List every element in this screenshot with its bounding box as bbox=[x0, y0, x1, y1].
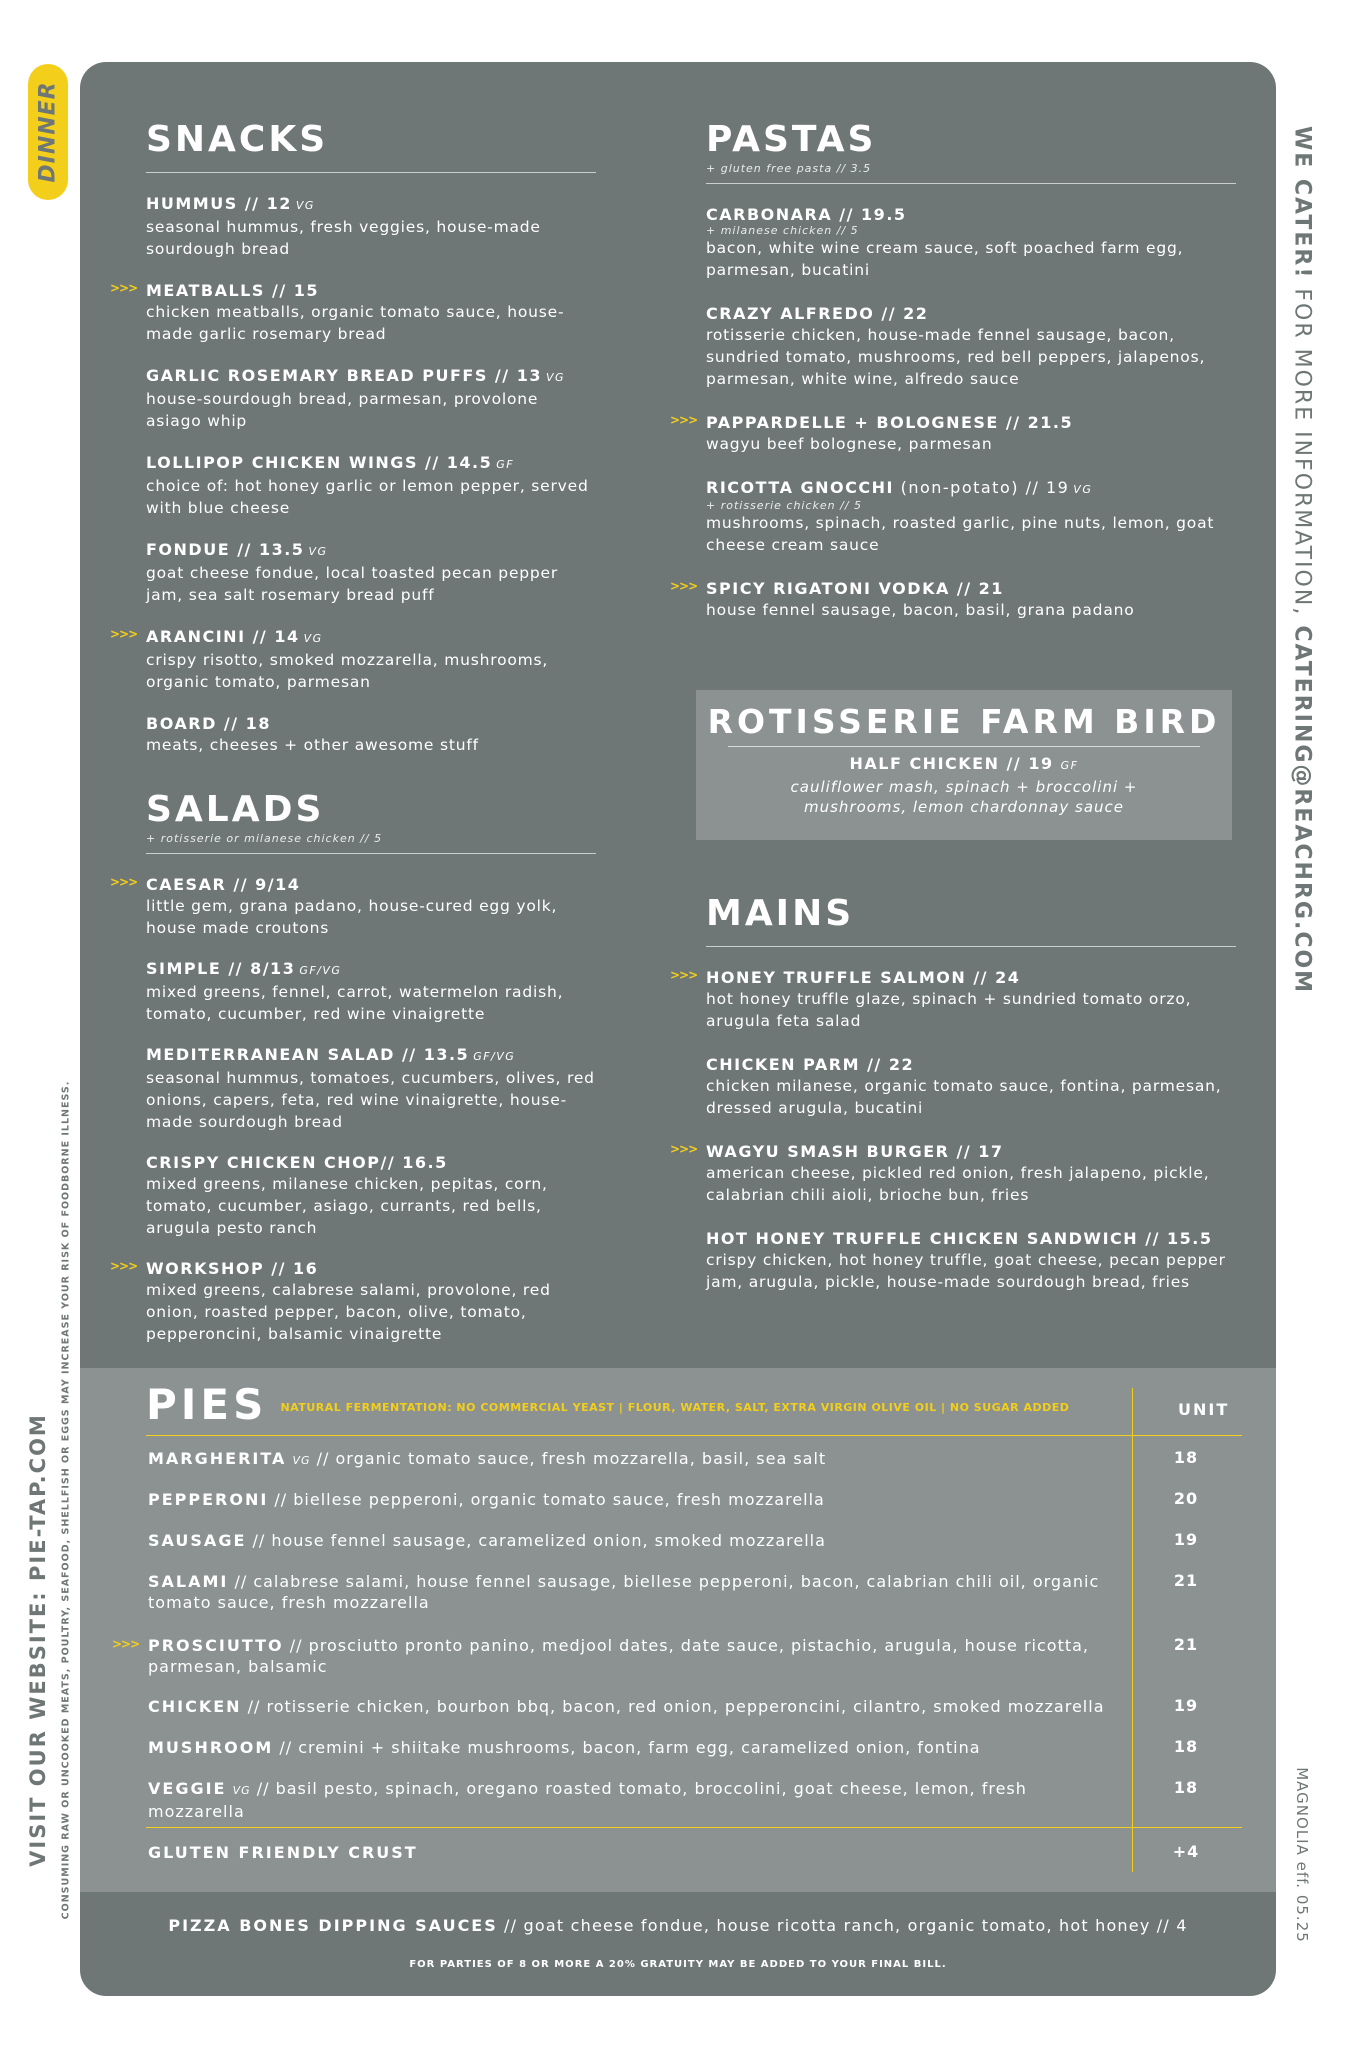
pie-description: basil pesto, spinach, oregano roasted tomato, broccolini, goat cheese, lemon, fresh mozzarella bbox=[148, 1779, 1027, 1821]
item-title bbox=[146, 626, 596, 649]
mains-item bbox=[706, 1228, 1236, 1293]
snacks-rule bbox=[146, 172, 596, 173]
item-title bbox=[706, 1141, 1236, 1162]
item-description: house-sourdough bread, parmesan, provolone asiago whip bbox=[146, 390, 539, 430]
featured-marker: >>> bbox=[112, 1637, 140, 1651]
item-title bbox=[146, 365, 596, 388]
item-title bbox=[706, 1228, 1236, 1249]
catering-info bbox=[1290, 126, 1315, 994]
salads-title: SALADS bbox=[146, 789, 325, 830]
item-name: PAPPARDELLE + BOLOGNESE // 21.5 bbox=[706, 413, 1074, 432]
item-description: crispy risotto, smoked mozzarella, mushrooms, organic tomato, parmesan bbox=[146, 651, 549, 691]
snacks-item bbox=[146, 539, 596, 606]
pie-row: SALAMI // calabrese salami, house fennel sausage, biellese pepperoni, bacon, calabrian chili oil, organic tomato sauce, fresh mozzarella bbox=[148, 1572, 1100, 1612]
item-description: choice of: hot honey garlic or lemon pepper, served with blue cheese bbox=[146, 477, 589, 517]
pastas-note: + gluten free pasta // 3.5 bbox=[706, 162, 872, 175]
diet-tag: VG bbox=[232, 1784, 251, 1797]
snacks-item bbox=[110, 280, 596, 345]
salads-item bbox=[146, 1152, 596, 1239]
pie-row: SAUSAGE // house fennel sausage, caramelized onion, smoked mozzarella bbox=[148, 1531, 826, 1550]
item-description: crispy chicken, hot honey truffle, goat cheese, pecan pepper jam, arugula, pickle, house-made sourdough bread, fries bbox=[706, 1251, 1226, 1291]
item-addon: + rotisserie chicken // 5 bbox=[706, 499, 863, 512]
item-name: SPICY RIGATONI VODKA // 21 bbox=[706, 579, 1004, 598]
item-description: mushrooms, spinach, roasted garlic, pine nuts, lemon, goat cheese cream sauce bbox=[706, 514, 1215, 554]
item-name: LOLLIPOP CHICKEN WINGS // 14.5 bbox=[146, 453, 493, 472]
unit-label: UNIT bbox=[1178, 1400, 1230, 1419]
mains-item bbox=[706, 1054, 1236, 1119]
pie-description: cremini + shiitake mushrooms, bacon, farm egg, caramelized onion, fontina bbox=[298, 1738, 981, 1757]
pastas-item bbox=[670, 412, 1236, 455]
gratuity-note: FOR PARTIES OF 8 OR MORE A 20% GRATUITY MAY BE ADDED TO YOUR FINAL BILL. bbox=[409, 1959, 947, 1970]
item-description: wagyu beef bolognese, parmesan bbox=[706, 435, 993, 453]
item-title bbox=[706, 204, 1236, 225]
item-description: rotisserie chicken, house-made fennel sausage, bacon, sundried tomato, mushrooms, red bell peppers, jalapenos, parmesan, white wine, alfredo sauce bbox=[706, 326, 1206, 388]
item-name: HONEY TRUFFLE SALMON // 24 bbox=[706, 968, 1021, 987]
pastas-title: PASTAS bbox=[706, 119, 877, 160]
dinner-label: DINNER bbox=[35, 81, 61, 183]
mains-title: MAINS bbox=[706, 893, 855, 934]
location-effective-date: MAGNOLIA eff. 05.25 bbox=[1293, 1767, 1311, 1943]
pie-row: CHICKEN // rotisserie chicken, bourbon bbq, bacon, red onion, pepperoncini, cilantro, smoked mozzarella bbox=[148, 1697, 1105, 1716]
pies-header bbox=[146, 1382, 1069, 1428]
diet-tag: VG bbox=[1073, 483, 1093, 496]
item-description: little gem, grana padano, house-cured egg yolk, house made croutons bbox=[146, 897, 558, 937]
item-title bbox=[146, 452, 596, 475]
item-description: seasonal hummus, tomatoes, cucumbers, olives, red onions, capers, feta, red wine vinaigrette, house-made sourdough bread bbox=[146, 1069, 595, 1131]
dipping-sauces-name: PIZZA BONES DIPPING SAUCES bbox=[168, 1916, 498, 1935]
pie-row: MUSHROOM // cremini + shiitake mushrooms, bacon, farm egg, caramelized onion, fontina bbox=[148, 1738, 981, 1757]
salads-item bbox=[110, 874, 596, 939]
item-title bbox=[146, 1152, 596, 1173]
item-name: CRAZY ALFREDO // 22 bbox=[706, 304, 929, 323]
catering-headline: WE CATER! bbox=[1289, 125, 1315, 280]
food-warning: CONSUMING RAW OR UNCOOKED MEATS, POULTRY, SEAFOOD, SHELLFISH OR EGGS MAY INCREASE YOUR RISK OF FOODBORNE ILLNESS. bbox=[60, 1080, 72, 1920]
salads-item bbox=[146, 1044, 596, 1133]
item-name: CARBONARA // 19.5 bbox=[706, 205, 907, 224]
pie-name: CHICKEN bbox=[148, 1697, 242, 1716]
item-note: (non-potato) // 19 bbox=[893, 478, 1070, 497]
pie-description: house fennel sausage, caramelized onion, smoked mozzarella bbox=[271, 1531, 826, 1550]
pie-name: SAUSAGE bbox=[148, 1531, 247, 1550]
item-description: seasonal hummus, fresh veggies, house-made sourdough bread bbox=[146, 218, 541, 258]
pastas-item bbox=[706, 204, 1236, 281]
pie-description: rotisserie chicken, bourbon bbq, bacon, red onion, pepperoncini, cilantro, smoked mozzarella bbox=[266, 1697, 1105, 1716]
pie-row: VEGGIE VG // basil pesto, spinach, oregano roasted tomato, broccolini, goat cheese, lemon, fresh mozzarella bbox=[148, 1779, 1027, 1821]
mains-section bbox=[670, 893, 1236, 1315]
item-name: GARLIC ROSEMARY BREAD PUFFS // 13 bbox=[146, 366, 542, 385]
diet-tag: VG bbox=[308, 545, 328, 558]
pie-price: 20 bbox=[1173, 1489, 1199, 1508]
item-title bbox=[146, 713, 596, 734]
rotisserie-item-tag: GF bbox=[1060, 759, 1079, 772]
pie-name: PEPPERONI bbox=[148, 1490, 269, 1509]
pie-price: 19 bbox=[1173, 1696, 1199, 1715]
featured-marker: >>> bbox=[110, 627, 138, 641]
snacks-title: SNACKS bbox=[146, 119, 329, 160]
diet-tag: VG bbox=[545, 371, 566, 384]
item-name: BOARD // 18 bbox=[146, 714, 271, 733]
snacks-item bbox=[146, 452, 596, 519]
item-title bbox=[146, 1258, 596, 1279]
snacks-item bbox=[146, 193, 596, 260]
pie-name: PROSCIUTTO bbox=[148, 1636, 284, 1655]
pies-divider-top bbox=[146, 1435, 1242, 1436]
pastas-rule bbox=[706, 183, 1236, 184]
pie-name: MARGHERITA bbox=[148, 1449, 287, 1468]
item-name: HOT HONEY TRUFFLE CHICKEN SANDWICH // 15.5 bbox=[706, 1229, 1213, 1248]
pie-price: 18 bbox=[1173, 1448, 1199, 1467]
item-name: WORKSHOP // 16 bbox=[146, 1259, 319, 1278]
featured-marker: >>> bbox=[670, 413, 698, 427]
featured-marker: >>> bbox=[110, 281, 138, 295]
mains-list bbox=[670, 967, 1236, 1293]
rotisserie-item bbox=[696, 753, 1232, 777]
item-name: CAESAR // 9/14 bbox=[146, 875, 301, 894]
snacks-item bbox=[110, 626, 596, 693]
item-description: goat cheese fondue, local toasted pecan pepper jam, sea salt rosemary bread puff bbox=[146, 564, 559, 604]
snacks-item bbox=[146, 365, 596, 432]
pies-title: PIES bbox=[146, 1380, 268, 1429]
menu-card bbox=[80, 62, 1276, 1996]
left-column bbox=[110, 119, 596, 1364]
pies-section bbox=[80, 1368, 1276, 1892]
footer bbox=[80, 1892, 1276, 1996]
featured-marker: >>> bbox=[670, 579, 698, 593]
item-title bbox=[706, 1054, 1236, 1075]
dinner-tab bbox=[28, 64, 68, 200]
mains-rule bbox=[706, 946, 1236, 947]
pie-row: PROSCIUTTO // prosciutto pronto panino, medjool dates, date sauce, pistachio, arugula, house ricotta, parmesan, balsamic bbox=[148, 1636, 1089, 1676]
dipping-sauces-desc: // goat cheese fondue, house ricotta ranch, organic tomato, hot honey // 4 bbox=[497, 1916, 1188, 1935]
pie-name: MUSHROOM bbox=[148, 1738, 274, 1757]
item-description: american cheese, pickled red onion, fresh jalapeno, pickle, calabrian chili aioli, brioche bun, fries bbox=[706, 1164, 1210, 1204]
rotisserie-desc: cauliflower mash, spinach + broccolini + mushrooms, lemon chardonnay sauce bbox=[790, 778, 1138, 816]
rotisserie-box bbox=[696, 690, 1232, 840]
pastas-section bbox=[670, 119, 1236, 643]
mains-item bbox=[670, 967, 1236, 1032]
pastas-item bbox=[706, 303, 1236, 390]
rotisserie-item-name: HALF CHICKEN // 19 bbox=[849, 754, 1054, 773]
website-text: VISIT OUR WEBSITE: PIE-TAP.COM bbox=[26, 1413, 50, 1867]
catering-text: FOR MORE INFORMATION, bbox=[1289, 279, 1315, 626]
snacks-list bbox=[110, 193, 596, 756]
featured-marker: >>> bbox=[670, 968, 698, 982]
pie-name: SALAMI bbox=[148, 1572, 229, 1591]
item-name: WAGYU SMASH BURGER // 17 bbox=[706, 1142, 1004, 1161]
item-title bbox=[146, 1044, 596, 1067]
salads-item bbox=[146, 958, 596, 1025]
item-name: MEATBALLS // 15 bbox=[146, 281, 319, 300]
pastas-item bbox=[670, 578, 1236, 621]
item-name: RICOTTA GNOCCHI bbox=[706, 478, 894, 497]
item-title bbox=[146, 958, 596, 981]
item-title bbox=[706, 967, 1236, 988]
item-description: bacon, white wine cream sauce, soft poached farm egg, parmesan, bucatini bbox=[706, 239, 1184, 279]
salads-list bbox=[110, 874, 596, 1345]
item-title bbox=[146, 874, 596, 895]
item-title bbox=[706, 578, 1236, 599]
snacks-section bbox=[110, 119, 596, 756]
item-name: ARANCINI // 14 bbox=[146, 627, 300, 646]
diet-tag: VG bbox=[295, 199, 315, 212]
pie-price: 21 bbox=[1173, 1635, 1199, 1654]
mains-item bbox=[670, 1141, 1236, 1206]
item-name: SIMPLE // 8/13 bbox=[146, 959, 296, 978]
dipping-sauces bbox=[80, 1916, 1276, 1935]
diet-tag: VG bbox=[292, 1454, 311, 1467]
diet-tag: VG bbox=[303, 632, 323, 645]
item-description: hot honey truffle glaze, spinach + sundried tomato orzo, arugula feta salad bbox=[706, 990, 1192, 1030]
snacks-item bbox=[146, 713, 596, 756]
featured-marker: >>> bbox=[670, 1142, 698, 1156]
item-description: chicken milanese, organic tomato sauce, fontina, parmesan, dressed arugula, bucatini bbox=[706, 1077, 1222, 1117]
item-name: HUMMUS // 12 bbox=[146, 194, 292, 213]
rotisserie-title: ROTISSERIE FARM BIRD bbox=[707, 702, 1221, 741]
pastas-item bbox=[706, 477, 1236, 556]
gluten-label: GLUTEN FRIENDLY CRUST bbox=[148, 1843, 418, 1862]
item-description: mixed greens, milanese chicken, pepitas, corn, tomato, cucumber, asiago, currants, red bells, arugula pesto ranch bbox=[146, 1175, 548, 1237]
item-description: mixed greens, fennel, carrot, watermelon radish, tomato, cucumber, red wine vinaigrette bbox=[146, 983, 564, 1023]
diet-tag: GF bbox=[496, 458, 515, 471]
item-title bbox=[146, 280, 596, 301]
featured-marker: >>> bbox=[110, 875, 138, 889]
pie-price: 19 bbox=[1173, 1530, 1199, 1549]
salads-note: + rotisserie or milanese chicken // 5 bbox=[146, 832, 383, 845]
pies-note: NATURAL FERMENTATION: NO COMMERCIAL YEAST | FLOUR, WATER, SALT, EXTRA VIRGIN OLIVE OIL | NO SUGAR ADDED bbox=[280, 1401, 1070, 1414]
diet-tag: GF/VG bbox=[473, 1050, 516, 1063]
item-description: chicken meatballs, organic tomato sauce, house-made garlic rosemary bread bbox=[146, 303, 565, 343]
pie-row: PEPPERONI // biellese pepperoni, organic tomato sauce, fresh mozzarella bbox=[148, 1490, 825, 1509]
gluten-row bbox=[148, 1842, 1108, 1863]
item-name: FONDUE // 13.5 bbox=[146, 540, 305, 559]
pie-description: prosciutto pronto panino, medjool dates, date sauce, pistachio, arugula, house ricotta, parmesan, balsamic bbox=[148, 1636, 1089, 1676]
salads-section bbox=[110, 789, 596, 1345]
featured-marker: >>> bbox=[110, 1259, 138, 1273]
item-description: house fennel sausage, bacon, basil, grana padano bbox=[706, 601, 1135, 619]
item-name: MEDITERRANEAN SALAD // 13.5 bbox=[146, 1045, 470, 1064]
pie-row: MARGHERITA VG // organic tomato sauce, fresh mozzarella, basil, sea salt bbox=[148, 1449, 827, 1468]
pie-price: 18 bbox=[1173, 1737, 1199, 1756]
salads-item bbox=[110, 1258, 596, 1345]
item-title bbox=[706, 412, 1236, 433]
pie-description: calabrese salami, house fennel sausage, biellese pepperoni, bacon, calabrian chili oil, organic tomato sauce, fresh mozzarella bbox=[148, 1572, 1100, 1612]
pie-description: organic tomato sauce, fresh mozzarella, basil, sea salt bbox=[335, 1449, 827, 1468]
diet-tag: GF/VG bbox=[299, 964, 342, 977]
item-description: meats, cheeses + other awesome stuff bbox=[146, 736, 479, 754]
item-title bbox=[146, 539, 596, 562]
pies-divider-bottom bbox=[146, 1827, 1242, 1828]
pie-name: VEGGIE bbox=[148, 1779, 227, 1798]
item-title bbox=[146, 193, 596, 216]
pies-divider-vertical bbox=[1132, 1388, 1133, 1872]
item-name: CRISPY CHICKEN CHOP// 16.5 bbox=[146, 1153, 448, 1172]
rotisserie-rule bbox=[728, 746, 1200, 747]
pie-price: 18 bbox=[1173, 1778, 1199, 1797]
salads-rule bbox=[146, 853, 596, 854]
item-addon: + milanese chicken // 5 bbox=[706, 224, 859, 237]
item-title bbox=[706, 477, 1236, 500]
item-name: CHICKEN PARM // 22 bbox=[706, 1055, 915, 1074]
gluten-price: +4 bbox=[1172, 1842, 1200, 1861]
item-description: mixed greens, calabrese salami, provolone, red onion, roasted pepper, bacon, olive, tomato, pepperoncini, balsamic vinaigrette bbox=[146, 1281, 551, 1343]
pastas-list bbox=[670, 204, 1236, 621]
catering-email: CATERING@REACHRG.COM bbox=[1289, 625, 1315, 995]
item-title bbox=[706, 303, 1236, 324]
pie-price: 21 bbox=[1173, 1571, 1199, 1590]
pie-description: biellese pepperoni, organic tomato sauce, fresh mozzarella bbox=[293, 1490, 825, 1509]
